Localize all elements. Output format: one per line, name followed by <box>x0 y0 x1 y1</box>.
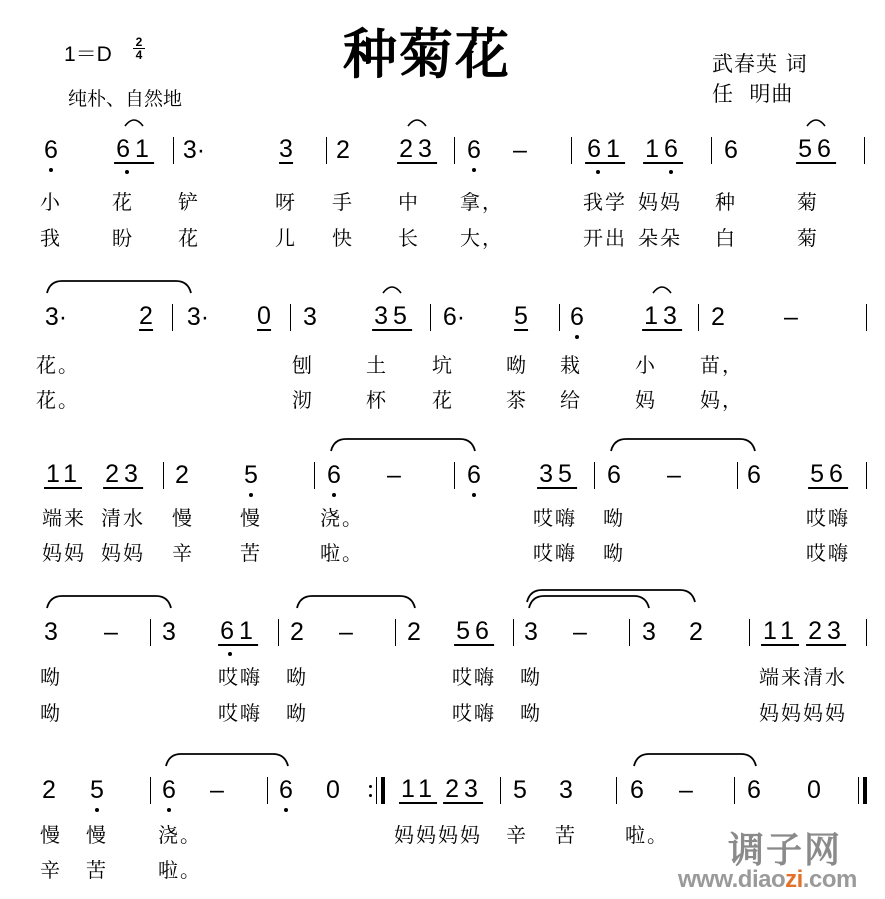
bar-line <box>864 137 865 164</box>
note-pair: 11 <box>401 775 437 803</box>
note: 3 <box>524 618 538 646</box>
note: 6 <box>327 461 341 489</box>
lyric: 苦 <box>86 858 108 882</box>
lyric: 呦 <box>603 541 625 565</box>
lyric: 苦 <box>240 541 262 565</box>
note: 3 <box>642 618 656 646</box>
bar-line <box>454 462 455 489</box>
note-pair: 56 <box>456 617 494 645</box>
tie-arc <box>647 283 677 293</box>
time-signature-bottom: 4 <box>133 48 145 61</box>
lyric: 快 <box>332 226 354 250</box>
dash: – <box>573 618 587 646</box>
lyric: 浇。 <box>158 823 202 847</box>
slur <box>165 752 289 766</box>
lyric: 菊 <box>797 226 819 250</box>
note: 5 <box>514 302 528 330</box>
note: 2 <box>42 776 56 804</box>
note: 6 <box>747 776 761 804</box>
note-pair: 35 <box>374 302 412 330</box>
note-pair: 61 <box>587 135 625 163</box>
bar-line <box>173 137 174 164</box>
lyric: 哎嗨 <box>452 665 496 689</box>
lyric: 我 <box>40 226 62 250</box>
lyric: 花 <box>178 226 200 250</box>
lyric: 妈妈 <box>101 541 145 565</box>
low-octave-dot <box>472 168 476 172</box>
note: 6· <box>442 303 466 331</box>
bar-line <box>150 777 151 804</box>
lyric: 花。 <box>36 353 80 377</box>
lyric: 白 <box>715 226 737 250</box>
lyric: 长 <box>398 226 420 250</box>
time-signature <box>133 36 145 61</box>
note-pair: 16 <box>645 135 683 163</box>
slur <box>46 594 172 608</box>
note: 6 <box>724 136 738 164</box>
dash: – <box>667 461 681 489</box>
tie-arc <box>402 116 432 126</box>
low-octave-dot <box>332 493 336 497</box>
lyric: 呀 <box>275 190 297 214</box>
lyric: 啦。 <box>320 541 364 565</box>
note: 0 <box>257 302 271 330</box>
bar-line <box>513 619 514 646</box>
watermark-url-mid: zi <box>785 866 803 893</box>
lyric: 沏 <box>292 388 314 412</box>
bar-line <box>866 304 867 331</box>
bar-line <box>594 462 595 489</box>
bar-line <box>500 777 501 804</box>
lyric: 花 <box>432 388 454 412</box>
note: 0 <box>326 776 340 804</box>
note-pair: 56 <box>810 460 848 488</box>
dash: – <box>210 776 224 804</box>
tie-arc <box>119 116 149 126</box>
bar-line <box>698 304 699 331</box>
bar-line <box>267 777 268 804</box>
bar-line <box>290 304 291 331</box>
note: 2 <box>139 302 153 330</box>
tie-arc <box>801 116 831 126</box>
bar-line <box>278 619 279 646</box>
lyric: 辛 <box>172 541 194 565</box>
lyric: 花。 <box>36 388 80 412</box>
bar-line <box>172 304 173 331</box>
lyric: 妈妈 <box>42 541 86 565</box>
note: 3 <box>162 618 176 646</box>
song-title: 种菊花 <box>343 23 511 86</box>
bar-line <box>314 462 315 489</box>
lyric: 坑 <box>432 353 454 377</box>
dash: – <box>104 618 118 646</box>
lyric: 拿， <box>460 190 504 214</box>
slur <box>330 437 476 451</box>
lyric: 给 <box>560 388 582 412</box>
note: 3 <box>279 135 293 163</box>
lyric: 哎嗨 <box>806 541 850 565</box>
watermark-url-prefix: www.diao <box>678 866 786 893</box>
time-signature-top: 2 <box>135 35 143 49</box>
repeat-end-barline <box>369 777 389 804</box>
low-octave-dot <box>49 168 53 172</box>
lyric: 茶 <box>506 388 528 412</box>
note-pair: 56 <box>798 135 836 163</box>
dash: – <box>679 776 693 804</box>
lyric: 慢 <box>240 506 262 530</box>
lyric: 种 <box>715 190 737 214</box>
lyric: 辛 <box>506 823 528 847</box>
lyric: 呦 <box>603 506 625 530</box>
bar-line <box>150 619 151 646</box>
note: 6 <box>570 303 584 331</box>
slur <box>633 752 757 766</box>
note: 2 <box>711 303 725 331</box>
slur-outer <box>526 588 696 602</box>
tempo-marking: 纯朴、自然地 <box>68 88 183 110</box>
note: 0 <box>807 776 821 804</box>
bar-line <box>163 462 164 489</box>
lyric: 盼 <box>112 226 134 250</box>
lyric: 慢 <box>86 823 108 847</box>
lyric: 妈妈妈妈 <box>394 823 482 847</box>
low-octave-dot <box>228 652 232 656</box>
note: 5 <box>513 776 527 804</box>
note-pair: 61 <box>116 135 154 163</box>
low-octave-dot <box>472 493 476 497</box>
lyric: 呦 <box>520 701 542 725</box>
lyric: 清水 <box>101 506 145 530</box>
bar-line <box>559 304 560 331</box>
bar-line <box>711 137 712 164</box>
note: 2 <box>407 618 421 646</box>
lyric: 开出 <box>583 226 627 250</box>
lyric: 妈 <box>635 388 657 412</box>
lyric: 啦。 <box>625 823 669 847</box>
lyric: 哎嗨 <box>533 541 577 565</box>
watermark-url <box>678 866 857 894</box>
lyric: 呦 <box>520 665 542 689</box>
bar-line <box>629 619 630 646</box>
lyric: 啦。 <box>158 858 202 882</box>
watermark-url-suffix: .com <box>802 866 857 893</box>
note: 2 <box>290 618 304 646</box>
note: 5 <box>90 776 104 804</box>
lyric: 花 <box>112 190 134 214</box>
low-octave-dot <box>95 808 99 812</box>
lyric: 中 <box>398 190 420 214</box>
bar-line <box>866 462 867 489</box>
note: 2 <box>175 461 189 489</box>
bar-line <box>395 619 396 646</box>
note-pair: 23 <box>105 460 143 488</box>
low-octave-dot <box>596 170 600 174</box>
slur <box>610 437 756 451</box>
watermark-logo: 调子网 <box>728 830 843 871</box>
key-signature: 1＝D <box>64 43 112 66</box>
low-octave-dot <box>167 808 171 812</box>
lyric: 妈妈 <box>638 190 682 214</box>
note: 6 <box>747 461 761 489</box>
lyric: 哎嗨 <box>452 701 496 725</box>
final-barline <box>858 777 870 804</box>
lyric: 铲 <box>178 190 200 214</box>
note: 2 <box>689 618 703 646</box>
note: 6 <box>467 461 481 489</box>
lyric: 浇。 <box>320 506 364 530</box>
lyric: 慢 <box>172 506 194 530</box>
note: 3 <box>303 303 317 331</box>
bar-line <box>616 777 617 804</box>
bar-line <box>454 137 455 164</box>
note: 3· <box>182 136 206 164</box>
bar-line <box>866 619 867 646</box>
lyric: 小 <box>40 190 62 214</box>
note: 6 <box>467 136 481 164</box>
dash: – <box>339 618 353 646</box>
lyric: 栽 <box>560 353 582 377</box>
note: 3· <box>186 303 210 331</box>
bar-line <box>571 137 572 164</box>
lyric: 妈， <box>700 388 744 412</box>
lyric: 儿 <box>275 226 297 250</box>
note-pair: 61 <box>220 617 258 645</box>
lyric: 苗， <box>700 353 744 377</box>
note-pair: 35 <box>539 460 577 488</box>
lyric: 呦 <box>40 701 62 725</box>
note: 3 <box>44 618 58 646</box>
lyric: 哎嗨 <box>218 665 262 689</box>
lyric: 手 <box>332 190 354 214</box>
lyric: 土 <box>366 353 388 377</box>
note-pair: 23 <box>445 775 483 803</box>
note: 5 <box>244 461 258 489</box>
note: 3· <box>44 303 68 331</box>
lyricist-credit: 武春英 词 <box>712 52 808 76</box>
lyric: 端来清水 <box>759 665 847 689</box>
lyric: 呦 <box>286 665 308 689</box>
note-pair: 13 <box>644 302 682 330</box>
lyric: 辛 <box>40 858 62 882</box>
lyric: 呦 <box>506 353 528 377</box>
lyric: 呦 <box>286 701 308 725</box>
bar-line <box>749 619 750 646</box>
lyric: 呦 <box>40 665 62 689</box>
lyric: 端来 <box>42 506 86 530</box>
note: 6 <box>630 776 644 804</box>
note: 6 <box>607 461 621 489</box>
note: 2 <box>336 136 350 164</box>
lyric: 菊 <box>797 190 819 214</box>
lyric: 朵朵 <box>638 226 682 250</box>
composer-credit: 任 明曲 <box>712 82 794 106</box>
note-pair: 23 <box>808 617 846 645</box>
low-octave-dot <box>669 170 673 174</box>
lyric: 哎嗨 <box>218 701 262 725</box>
note-pair: 23 <box>399 135 437 163</box>
note: 3 <box>559 776 573 804</box>
note: 6 <box>162 776 176 804</box>
low-octave-dot <box>575 335 579 339</box>
lyric: 哎嗨 <box>806 506 850 530</box>
low-octave-dot <box>284 808 288 812</box>
lyric: 哎嗨 <box>533 506 577 530</box>
lyric: 妈妈妈妈 <box>759 701 847 725</box>
note: 6 <box>279 776 293 804</box>
slur <box>296 594 416 608</box>
low-octave-dot <box>249 493 253 497</box>
bar-line <box>734 777 735 804</box>
note: 6 <box>44 136 58 164</box>
tie-arc <box>377 283 407 293</box>
lyric: 杯 <box>366 388 388 412</box>
bar-line <box>430 304 431 331</box>
lyric: 我学 <box>583 190 627 214</box>
dash: – <box>387 461 401 489</box>
note-pair: 11 <box>46 460 82 488</box>
bar-line <box>326 137 327 164</box>
lyric: 小 <box>635 353 657 377</box>
dash: – <box>513 136 527 164</box>
slur <box>46 279 192 293</box>
lyric: 慢 <box>40 823 62 847</box>
dash: – <box>784 303 798 331</box>
bar-line <box>737 462 738 489</box>
lyric: 苦 <box>555 823 577 847</box>
low-octave-dot <box>125 170 129 174</box>
note-pair: 11 <box>763 617 799 645</box>
lyric: 大， <box>460 226 504 250</box>
lyric: 刨 <box>292 353 314 377</box>
